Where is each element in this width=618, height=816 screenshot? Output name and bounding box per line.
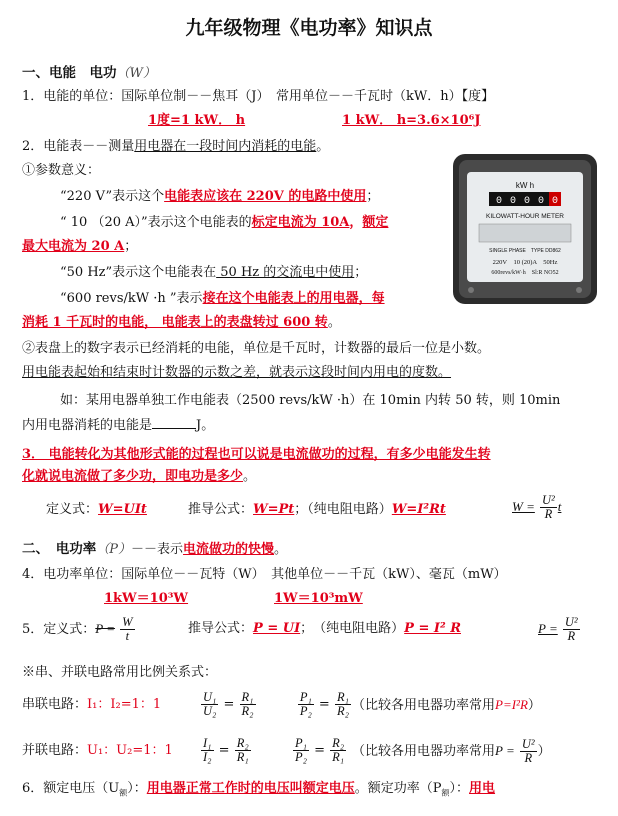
param-220v-suffix: ； — [366, 189, 380, 204]
meter-digit: 0 — [538, 196, 545, 207]
item-6-mid: ）： — [127, 781, 147, 796]
param-10a-red2a: 额定 — [362, 215, 389, 230]
item-5-def-num: W — [122, 615, 133, 629]
meter-name: KILOWATT-HOUR METER — [486, 213, 564, 220]
frac-den: R — [544, 507, 553, 521]
section-1-heading — [22, 64, 156, 83]
item-2-prefix: 2．电能表－－测量 — [22, 139, 135, 154]
item-2-line — [22, 138, 329, 156]
example-prefix: 内用电器消耗的电能是 — [22, 418, 153, 433]
page-title: 九年级物理《电功率》知识点 — [185, 17, 433, 39]
item-6-red2: 用电 — [469, 781, 496, 796]
section-1-title: 一、电能 电功 — [22, 65, 117, 81]
item-5-frac-den: R — [567, 629, 576, 643]
param-10a-mid: ， — [349, 215, 363, 230]
meter-labels: SINGLE PHASE TYPE DD862 — [489, 248, 561, 254]
series-f1-den: U₂ — [203, 704, 217, 718]
item-2-point-2a: ②表盘上的数字表示已经消耗的电能，单位是千瓦时，计数器的最后一位是小数。 — [22, 341, 491, 356]
item-3-text-b: 化就说电流做了多少功，即电功是多少 — [22, 469, 244, 484]
parallel-frac-1 — [201, 737, 214, 764]
meter-digit: 0 — [496, 196, 503, 207]
parallel-note-end: ） — [537, 744, 551, 759]
item-3-derive — [188, 501, 446, 519]
series-note — [352, 696, 541, 715]
series-f3-num: P₁ — [299, 690, 312, 704]
parallel-note-den: R — [524, 751, 533, 765]
parallel-f2-den: R₁ — [236, 750, 249, 764]
item-5-pure-label: ； （纯电阻电路） — [300, 621, 405, 636]
item-1-eq-b: 1 kW． h=3.6×10⁶J — [342, 113, 481, 128]
param-600-suffix: 。 — [327, 315, 341, 330]
series-note-end: ） — [527, 698, 541, 713]
item-5-def-frac — [120, 616, 134, 643]
meter-unit: kW h — [515, 181, 535, 190]
item-2-suffix: 。 — [316, 139, 330, 154]
def-label: 定义式： — [46, 502, 99, 517]
meter-counter — [489, 192, 561, 207]
example-suffix: J。 — [196, 418, 215, 433]
item-4-eq-a: 1kW＝10³W — [104, 591, 189, 606]
item-5-frac-left: P = — [538, 621, 558, 636]
item-5-def-den: t — [125, 629, 130, 643]
item-4-text: 4．电功率单位：国际单位－－瓦特（W） 其他单位－－千瓦（kW）、毫瓦（mW） — [22, 567, 507, 582]
param-220v-prefix: “220 V”表示这个 — [60, 189, 165, 204]
frac-tail: t — [557, 499, 562, 514]
item-6-red: 用电器正常工作时的电压叫额定电压 — [146, 781, 355, 796]
derive-formula: W=Pt — [253, 502, 295, 517]
param-10a — [60, 214, 388, 232]
pure-label: ；（纯电阻电路） — [294, 502, 392, 517]
section-2-desc-suffix: 。 — [274, 542, 288, 557]
param-10a-suffix: ； — [124, 239, 138, 254]
param-220v — [60, 188, 379, 206]
param-220v-red: 电能表应该在 220V 的电路中使用 — [164, 189, 367, 204]
section-2-heading — [22, 540, 287, 559]
param-600-red-a: 接在这个电能表上的用电器，每 — [202, 291, 385, 306]
param-50hz-underlined: 50 Hz 的交流电中使用 — [216, 265, 355, 280]
series-red: I₁：I₂=1：1 — [87, 697, 162, 712]
answer-blank[interactable] — [152, 416, 196, 429]
parallel-note-num: U² — [521, 737, 535, 751]
example-line-b — [22, 416, 214, 435]
section-1-symbol: （W） — [116, 66, 156, 81]
param-600revs-cont — [22, 314, 341, 332]
series-f2-num: R₁ — [241, 690, 254, 704]
item-3-text-b-line — [22, 468, 256, 486]
item-6-sub: 额 — [119, 788, 128, 798]
item-1-text: 1．电能的单位：国际单位制－－焦耳（J） 常用单位－－千瓦时（kW．h）【度】 — [22, 89, 495, 104]
meter-digit: 0 — [510, 196, 517, 207]
item-5-frac — [563, 616, 580, 643]
parallel-f1-den: I₂ — [203, 750, 212, 764]
parallel-note-frac — [520, 738, 537, 765]
series-row — [22, 688, 161, 722]
item-5-def-left: P = — [95, 621, 116, 636]
frac-num: U² — [542, 493, 555, 507]
item-5-frac-num: U² — [564, 615, 578, 629]
param-10a-cont — [22, 238, 137, 256]
series-f4-den: R₂ — [336, 704, 349, 718]
parallel-f1-num: I₁ — [203, 736, 212, 750]
item-6-mid3: ）： — [449, 781, 470, 796]
item-5-derive-formula: P = UI — [253, 621, 301, 636]
parallel-frac-2 — [235, 737, 251, 764]
item-6-mid2: 。额定功率（P — [354, 781, 442, 796]
pure-formula: W=I²Rt — [391, 502, 446, 517]
meter-digit: 0 — [524, 196, 531, 207]
params-title: ①参数意义： — [22, 163, 101, 178]
series-f1-num: U₁ — [203, 690, 217, 704]
section-2-desc-prefix: －－表示 — [131, 542, 184, 557]
item-5-def-label: 5．定义式： — [22, 622, 96, 637]
item-1-eq-a: 1度=1 kW． h — [148, 113, 246, 128]
series-f3-den: P₂ — [299, 704, 312, 718]
parallel-f2-num: R₂ — [236, 736, 249, 750]
series-f4-num: R₁ — [336, 690, 349, 704]
meter-digit: 0 — [552, 196, 559, 207]
section-2-title: 二、 电功率 — [22, 541, 97, 557]
section-2-symbol: （P） — [96, 542, 131, 557]
meter-specs: 220V 10 (20)A 50Hz — [492, 259, 558, 266]
parallel-f4-den: R₁ — [332, 750, 345, 764]
item-5-pure-formula: P = I² R — [404, 621, 461, 636]
param-10a-red1: 标定电流为 10A — [251, 215, 350, 230]
item-6-prefix: 6．额定电压（U — [22, 781, 120, 796]
section-2-desc-red: 电流做功的快慢 — [183, 542, 275, 557]
series-note-formula: P=I²R — [495, 697, 528, 712]
parallel-note-text: （比较各用电器功率常用 — [352, 744, 496, 759]
param-50hz — [60, 264, 367, 282]
parallel-f3-den: P₂ — [294, 750, 307, 764]
param-600-red-b: 消耗 1 千瓦时的电能， 电能表上的表盘转过 600 转 — [22, 315, 328, 330]
item-5-def — [22, 614, 136, 645]
parallel-note — [352, 734, 551, 769]
item-2-underlined: 用电器在一段时间内消耗的电能 — [134, 139, 317, 154]
ratios-title: ※串、并联电路常用比例关系式： — [22, 665, 218, 680]
parallel-red: U₁：U₂=1：1 — [87, 743, 173, 758]
parallel-fractions: $\frac{\text{I₁}}{\text{I₂}}$ = $\frac{\text{R₂}}{\text{R₁}}$ $\frac{\text{P₁}}{\text{P₂}}$ = $\frac{\text{R₂}}{\text{R₁}}$ — [203, 736, 345, 764]
item-2-point-2b: 用电能表起始和结束时计数器的示数之差，就表示这段时间内用电的度数。 — [22, 365, 452, 380]
param-600-prefix: “600 revs/kW ·h ”表示 — [60, 291, 203, 306]
parallel-frac-4 — [330, 737, 346, 764]
item-4-eq-b: 1W＝10³mW — [274, 591, 363, 606]
series-label: 串联电路： — [22, 697, 88, 712]
derive-label: 推导公式： — [188, 502, 254, 517]
item-3-formulas — [46, 501, 147, 519]
param-600revs — [60, 290, 385, 308]
parallel-note-left: P = — [495, 743, 515, 758]
param-10a-prefix: “ 10 （20 A）”表示这个电能表的 — [60, 215, 252, 230]
param-10a-red2b: 最大电流为 20 A — [22, 239, 125, 254]
parallel-f3-num: P₁ — [294, 736, 307, 750]
series-frac-4 — [335, 691, 351, 718]
series-frac-2 — [240, 691, 256, 718]
series-fractions: $\frac{\text{U₁}}{\text{U₂}}$ = $\frac{\text{R₁}}{\text{R₂}}$ $\frac{\text{P₁}}{\text{P₂}}$ = $\frac{\text{R₁}}{\text{R₂}}$ — [203, 690, 349, 718]
item-3-text-a: 3． 电能转化为其他形式能的过程也可以说是电流做功的过程，有多少电能发生转 — [22, 447, 491, 462]
series-note-text: （比较各用电器功率常用 — [352, 698, 496, 713]
item-5-frac-formula — [538, 614, 581, 645]
electric-meter-image — [451, 152, 599, 308]
item-3-suffix: 。 — [243, 469, 257, 484]
parallel-f4-num: R₂ — [332, 736, 345, 750]
series-frac-3 — [298, 691, 314, 718]
item-5-derive — [188, 620, 461, 638]
series-frac-1 — [201, 691, 218, 718]
meter-specs-2: 600revs/kW·h Sl:R NO52 — [491, 270, 559, 276]
def-formula: W=UIt — [98, 502, 147, 517]
parallel-label: 并联电路： — [22, 743, 88, 758]
item-6-sub2: 额 — [441, 788, 450, 798]
example-line-a: 如：某用电器单独工作电能表（2500 revs/kW ·h）在 10min 内转 50 转，则 10min — [60, 393, 561, 408]
frac-u2-r — [540, 494, 557, 521]
parallel-row — [22, 734, 173, 768]
item-6-line — [22, 780, 495, 798]
frac-left: W = — [512, 499, 535, 514]
parallel-frac-3 — [293, 737, 309, 764]
item-3-fraction-formula — [512, 492, 561, 523]
item-5-derive-label: 推导公式： — [188, 621, 254, 636]
param-50hz-suffix: ； — [354, 265, 368, 280]
param-50hz-prefix: “50 Hz”表示这个电能表在 — [60, 265, 217, 280]
series-f2-den: R₂ — [241, 704, 254, 718]
